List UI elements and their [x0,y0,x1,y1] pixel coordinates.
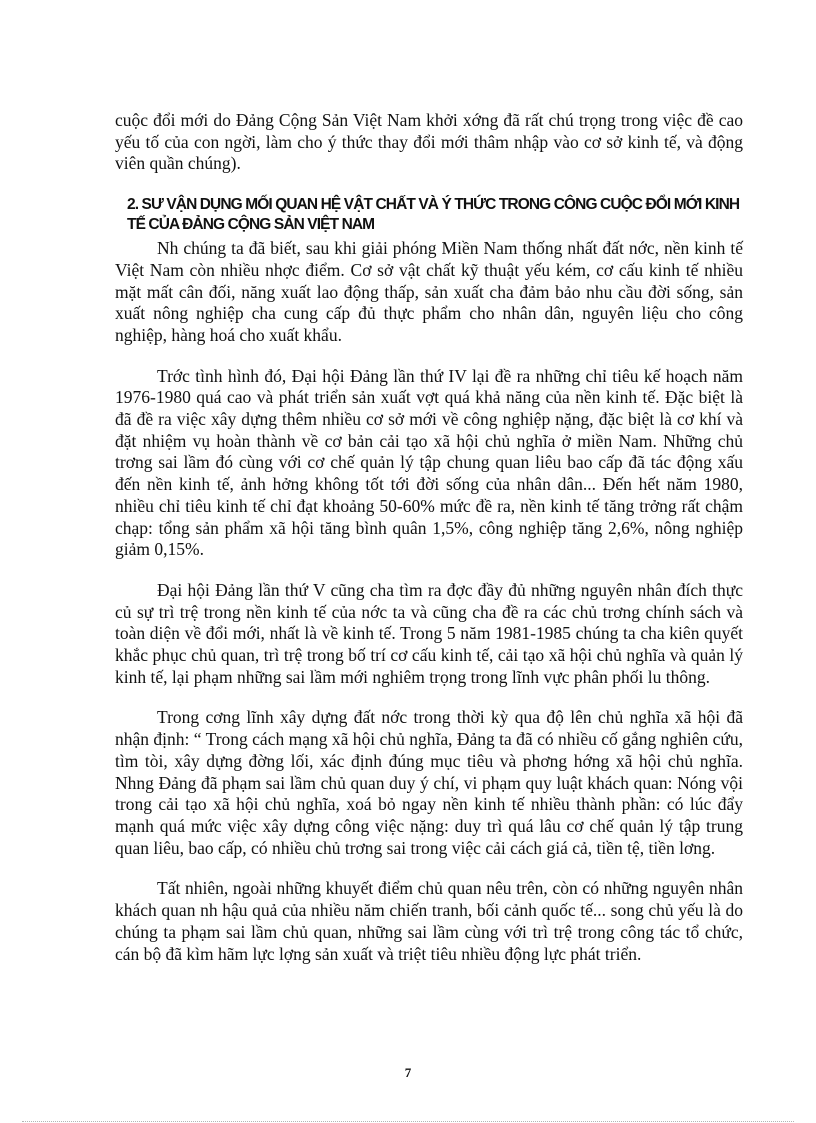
page-body [115,110,743,965]
intro-paragraph: cuộc đổi mới do Đảng Cộng Sản Việt Nam khởi xớng đã rất chú trọng trong việc đề cao yếu tố của con ngời, làm cho ý thức thay đổi mới thâm nhập vào cơ sở kinh tế, và động viên quần chúng). [115,110,743,174]
body-paragraph: Đại hội Đảng lần thứ V cũng cha tìm ra đợc đầy đủ những nguyên nhân đích thực củ sự trì trệ trong nền kinh tế của nớc ta và cũng cha đề ra các chủ trơng chính sách và toàn diện về đổi mới, nhất là về kinh tế. Trong 5 năm 1981-1985 chúng ta cha kiên quyết khắc phục chủ quan, trì trệ trong bố trí cơ cấu kinh tế, cải tạo xã hội chủ nghĩa và quản lý kinh tế, lại phạm những sai lầm mới nghiêm trọng trong lĩnh vực phân phối lu thông. [115,579,743,687]
body-paragraph: Trong cơng lĩnh xây dựng đất nớc trong thời kỳ qua độ lên chủ nghĩa xã hội đã nhận định: “ Trong cách mạng xã hội chủ nghĩa, Đảng ta đã có nhiều cố gắng nghiên cứu, tìm tòi, xây dựng đờng lối, xác định đúng mục tiêu và phơng hớng xã hội chủ nghĩa. Nhng Đảng đã phạm sai lầm chủ quan duy ý chí, vi phạm quy luật khách quan: Nóng vội trong cải tạo xã hội chủ nghĩa, xoá bỏ ngay nền kinh tế nhiều thành phần: có lúc đẩy mạnh quá mức việc xây dựng công việc nặng: duy trì quá lâu cơ chế quản lý tập trung quan liêu, bao cấp, có nhiều chủ trơng sai trong việc cải cách giá cả, tiền tệ, tiền lơng. [115,707,743,858]
page-number: 7 [404,1065,412,1080]
body-paragraph: Tất nhiên, ngoài những khuyết điểm chủ quan nêu trên, còn có những nguyên nhân khách quan nh hậu quả của nhiều năm chiến tranh, bối cảnh quốc tế... song chủ yếu là do chúng ta phạm sai lầm chủ quan, những sai lầm cùng với trì trệ trong công tác tổ chức, cán bộ đã kìm hãm lực lợng sản xuất và triệt tiêu nhiều động lực phát triển. [115,878,743,964]
body-paragraph: Trớc tình hình đó, Đại hội Đảng lần thứ IV lại đề ra những chỉ tiêu kế hoạch năm 1976-1980 quá cao và phát triển sản xuất vợt quá khả năng của nền kinh tế. Đặc biệt là đã đề ra việc xây dựng thêm nhiều cơ sở mới về công nghiệp nặng, đặc biệt là cơ khí và đặt nhiệm vụ hoàn thành về cơ bản cải tạo xã hội chủ nghĩa ở miền Nam. Những chủ trơng sai lầm đó cùng với cơ chế quản lý tập chung quan liêu bao cấp đã tác động xấu đến nền kinh tế, ảnh hởng không tốt tới đời sống của nhân dân... Đến hết năm 1980, nhiều chỉ tiêu kinh tế chỉ đạt khoảng 50-60% mức đề ra, nền kinh tế tăng trởng rất chậm chạp: tổng sản phẩm xã hội tăng bình quân 1,5%, công nghiệp tăng 2,6%, nông nghiệp giảm 0,15%. [115,365,743,560]
body-paragraph: Nh chúng ta đã biết, sau khi giải phóng Miền Nam thống nhất đất nớc, nền kinh tế Việt Nam còn nhiều nhợc điểm. Cơ sở vật chất kỹ thuật yếu kém, cơ cấu kinh tế nhiều mặt mất cân đối, năng xuất lao động thấp, sản xuất cha đảm bảo nhu cầu đời sống, sản xuất nông nghiệp cha cung cấp đủ thực phẩm cho nhân dân, nguyên liệu cho công nghiệp, hàng hoá cho xuất khẩu. [115,238,743,345]
section-heading: 2. SƯ VẬN DỤNG MỐI QUAN HỆ VẬT CHẤT VÀ Ý THỨC TRONG CÔNG CUỘC ĐỔI MỚI KINH TẾ CỦA ĐẢNG CỘNG SẢN VIỆT NAM [127,196,740,234]
page-bottom-divider [22,1121,794,1122]
